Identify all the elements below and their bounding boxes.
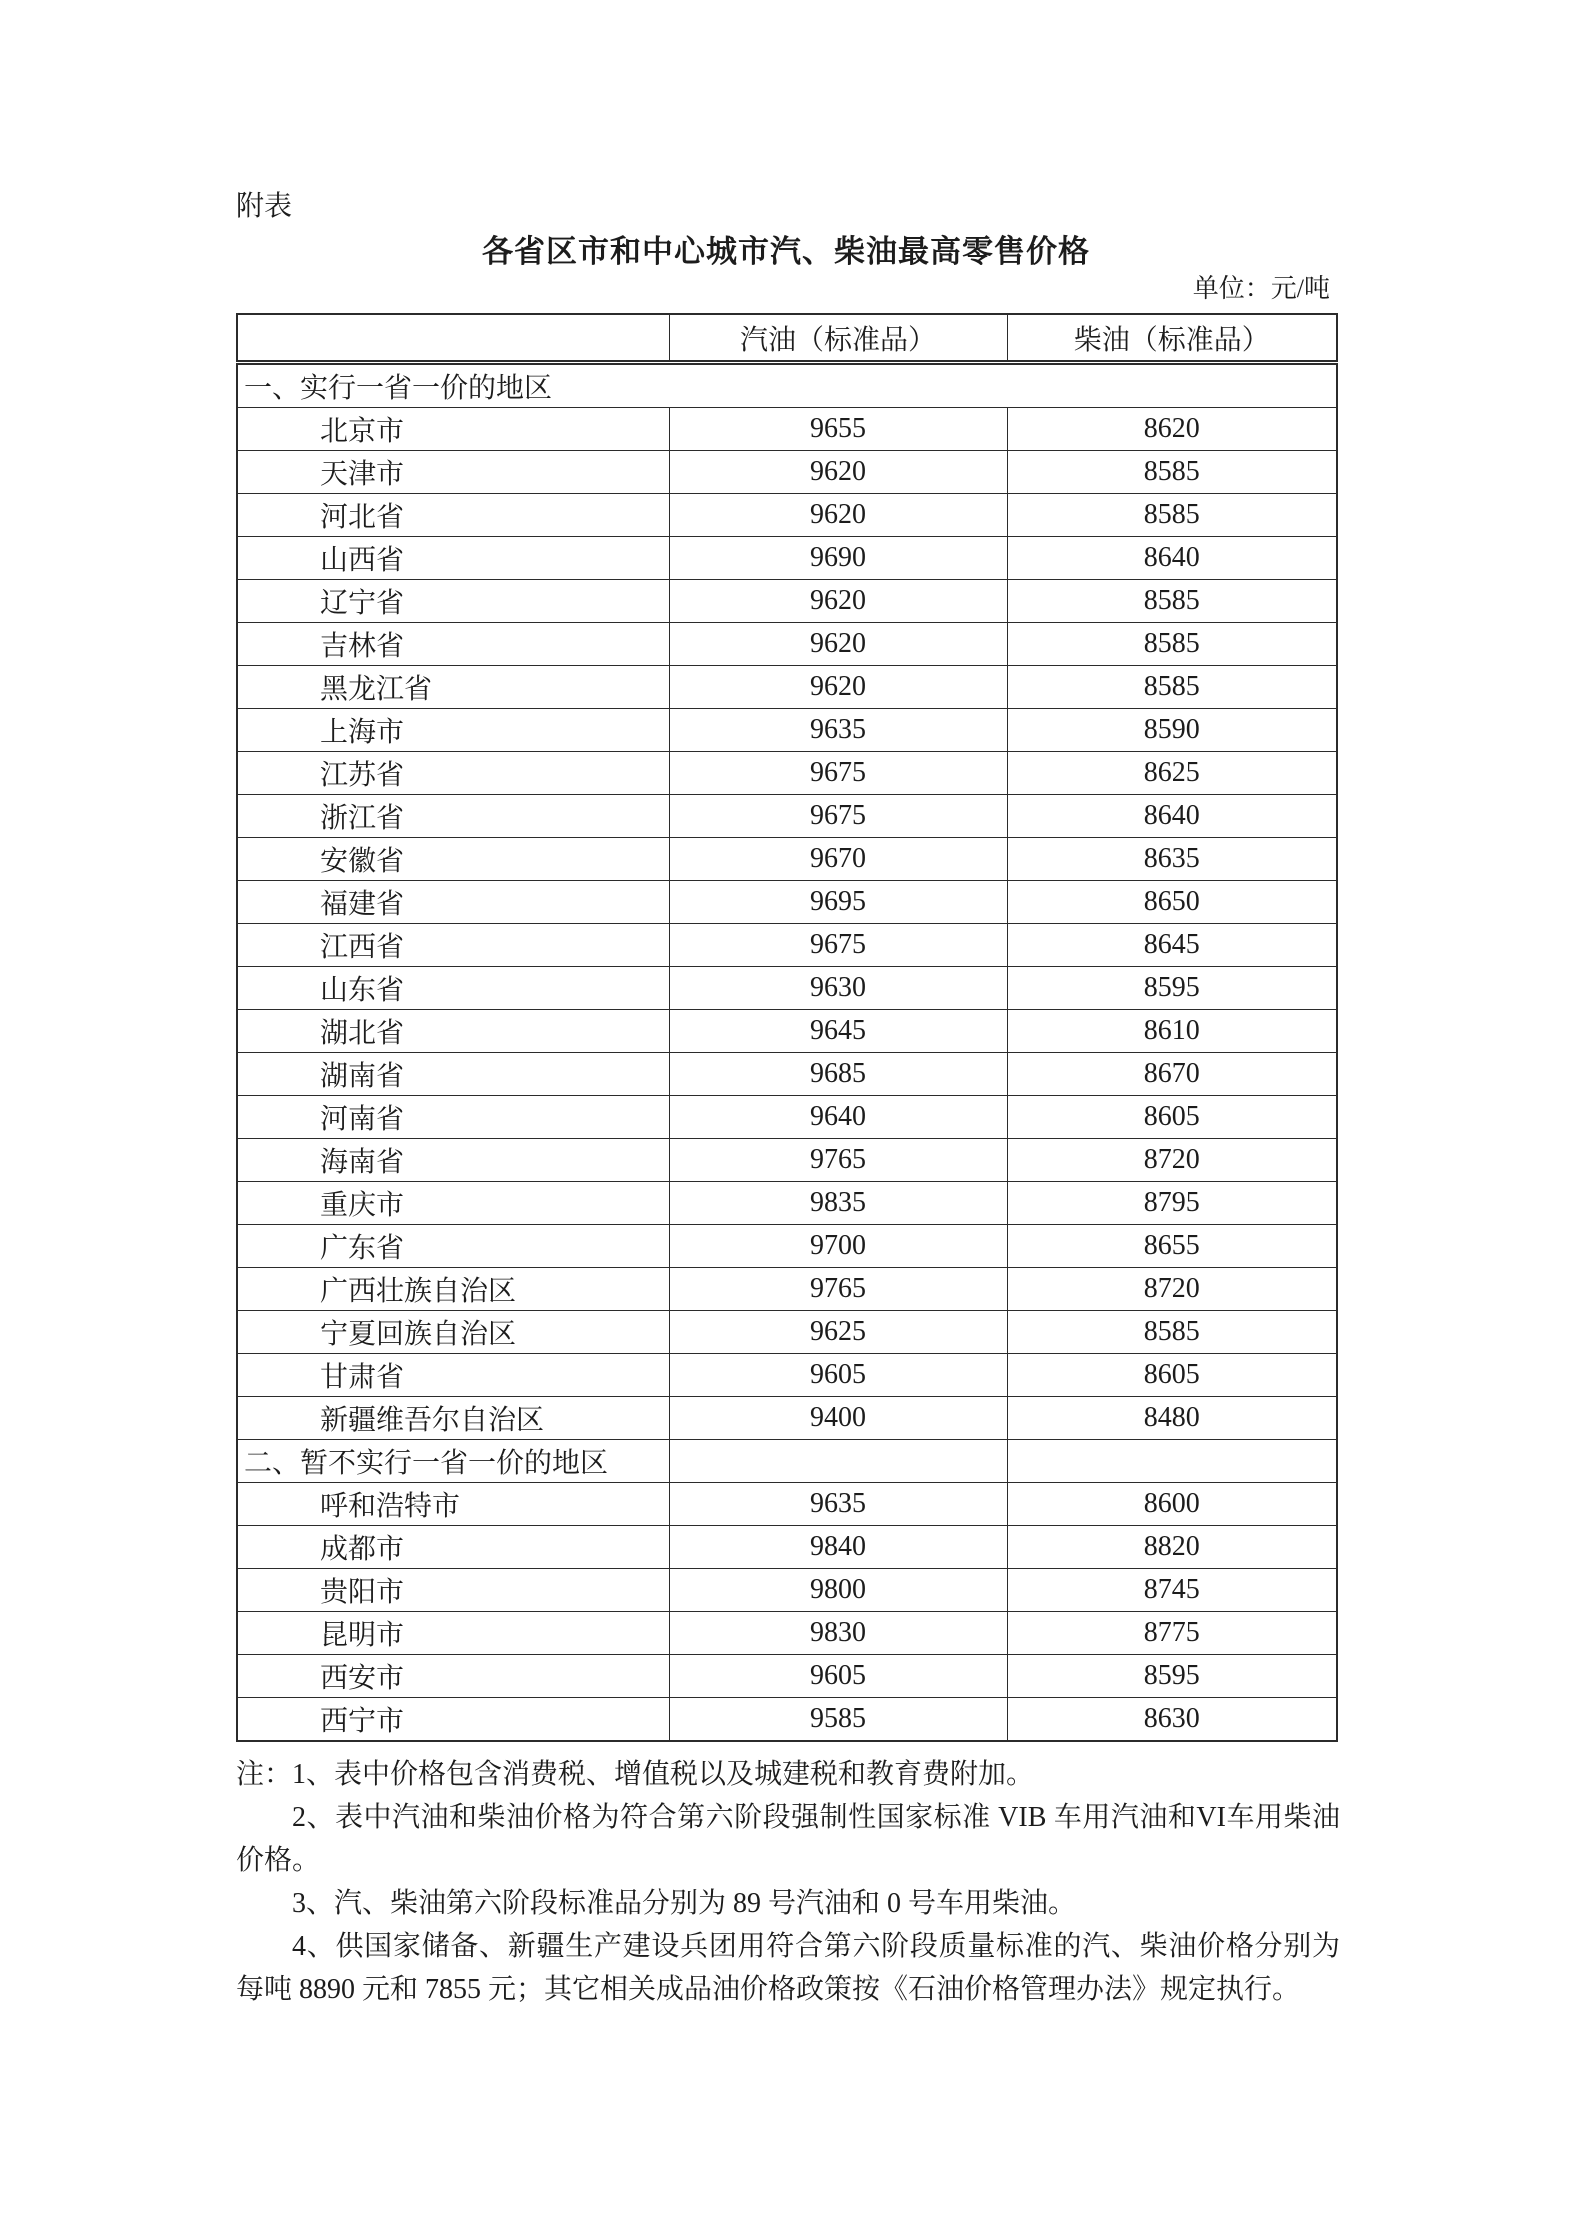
section-header-cell: 二、暂不实行一省一价的地区 — [237, 1440, 669, 1483]
table-row — [237, 1311, 1337, 1354]
gasoline-cell: 9835 — [669, 1182, 1007, 1225]
diesel-cell: 8585 — [1007, 580, 1337, 623]
gasoline-cell: 9585 — [669, 1698, 1007, 1742]
region-cell: 海南省 — [237, 1139, 669, 1182]
table-row — [237, 623, 1337, 666]
table-row — [237, 1397, 1337, 1440]
table-row — [237, 1268, 1337, 1311]
gasoline-cell: 9400 — [669, 1397, 1007, 1440]
note-item-2: 2、表中汽油和柴油价格为符合第六阶段强制性国家标准 VIB 车用汽油和VI车用柴油价格。 — [236, 1802, 1340, 1876]
region-cell: 河北省 — [237, 494, 669, 537]
diesel-cell: 8650 — [1007, 881, 1337, 924]
region-cell: 河南省 — [237, 1096, 669, 1139]
section-row — [237, 363, 1337, 408]
diesel-cell: 8605 — [1007, 1354, 1337, 1397]
gasoline-cell: 9605 — [669, 1655, 1007, 1698]
table-row — [237, 752, 1337, 795]
table-row — [237, 1010, 1337, 1053]
table-row — [237, 881, 1337, 924]
gasoline-cell: 9685 — [669, 1053, 1007, 1096]
col-header-diesel: 柴油（标准品） — [1007, 314, 1337, 363]
table-row — [237, 1225, 1337, 1268]
section-row — [237, 1440, 1337, 1483]
region-cell: 西宁市 — [237, 1698, 669, 1742]
region-cell: 重庆市 — [237, 1182, 669, 1225]
table-row — [237, 924, 1337, 967]
diesel-cell: 8640 — [1007, 795, 1337, 838]
gasoline-cell — [669, 1440, 1007, 1483]
gasoline-cell: 9695 — [669, 881, 1007, 924]
table-row — [237, 709, 1337, 752]
gasoline-cell: 9675 — [669, 924, 1007, 967]
diesel-cell: 8585 — [1007, 494, 1337, 537]
note-item-4: 4、供国家储备、新疆生产建设兵团用符合第六阶段质量标准的汽、柴油价格分别为每吨 8890 元和 7855 元；其它相关成品油价格政策按《石油价格管理办法》规定执行。 — [236, 1931, 1340, 2005]
table-row — [237, 1139, 1337, 1182]
gasoline-cell: 9620 — [669, 451, 1007, 494]
diesel-cell: 8820 — [1007, 1526, 1337, 1569]
diesel-cell: 8655 — [1007, 1225, 1337, 1268]
table-row — [237, 451, 1337, 494]
region-cell: 天津市 — [237, 451, 669, 494]
price-table — [236, 313, 1338, 1742]
table-row — [237, 1526, 1337, 1569]
gasoline-cell: 9655 — [669, 408, 1007, 451]
attachment-label: 附表 — [236, 191, 293, 222]
table-row — [237, 580, 1337, 623]
diesel-cell: 8795 — [1007, 1182, 1337, 1225]
region-cell: 安徽省 — [237, 838, 669, 881]
region-cell: 福建省 — [237, 881, 669, 924]
diesel-cell: 8645 — [1007, 924, 1337, 967]
gasoline-cell: 9675 — [669, 752, 1007, 795]
diesel-cell: 8635 — [1007, 838, 1337, 881]
table-row — [237, 1569, 1337, 1612]
diesel-cell: 8605 — [1007, 1096, 1337, 1139]
diesel-cell: 8585 — [1007, 451, 1337, 494]
region-cell: 吉林省 — [237, 623, 669, 666]
gasoline-cell: 9840 — [669, 1526, 1007, 1569]
unit-label: 单位：元/吨 — [1192, 274, 1330, 303]
diesel-cell: 8775 — [1007, 1612, 1337, 1655]
region-cell: 北京市 — [237, 408, 669, 451]
diesel-cell: 8590 — [1007, 709, 1337, 752]
table-row — [237, 1096, 1337, 1139]
table-row — [237, 1053, 1337, 1096]
note-item-3: 3、汽、柴油第六阶段标准品分别为 89 号汽油和 0 号车用柴油。 — [292, 1888, 1077, 1919]
region-cell: 新疆维吾尔自治区 — [237, 1397, 669, 1440]
gasoline-cell: 9620 — [669, 623, 1007, 666]
gasoline-cell: 9640 — [669, 1096, 1007, 1139]
table-header — [237, 314, 1337, 363]
table-row — [237, 408, 1337, 451]
col-header-gasoline: 汽油（标准品） — [669, 314, 1007, 363]
diesel-cell: 8585 — [1007, 1311, 1337, 1354]
diesel-cell: 8670 — [1007, 1053, 1337, 1096]
document-content — [236, 0, 1340, 2011]
region-cell: 上海市 — [237, 709, 669, 752]
table-row — [237, 967, 1337, 1010]
notes-block — [236, 1753, 1340, 2011]
region-cell: 浙江省 — [237, 795, 669, 838]
region-cell: 山西省 — [237, 537, 669, 580]
region-cell: 呼和浩特市 — [237, 1483, 669, 1526]
region-cell: 黑龙江省 — [237, 666, 669, 709]
table-row — [237, 1612, 1337, 1655]
gasoline-cell: 9630 — [669, 967, 1007, 1010]
table-row — [237, 1354, 1337, 1397]
gasoline-cell: 9635 — [669, 709, 1007, 752]
region-cell: 辽宁省 — [237, 580, 669, 623]
diesel-cell: 8585 — [1007, 666, 1337, 709]
region-cell: 湖北省 — [237, 1010, 669, 1053]
region-cell: 甘肃省 — [237, 1354, 669, 1397]
gasoline-cell: 9605 — [669, 1354, 1007, 1397]
section-header-cell: 一、实行一省一价的地区 — [237, 363, 1337, 408]
gasoline-cell: 9765 — [669, 1139, 1007, 1182]
gasoline-cell: 9620 — [669, 666, 1007, 709]
diesel-cell: 8745 — [1007, 1569, 1337, 1612]
gasoline-cell: 9800 — [669, 1569, 1007, 1612]
table-row — [237, 537, 1337, 580]
gasoline-cell: 9765 — [669, 1268, 1007, 1311]
gasoline-cell: 9620 — [669, 580, 1007, 623]
diesel-cell: 8610 — [1007, 1010, 1337, 1053]
diesel-cell: 8595 — [1007, 967, 1337, 1010]
region-cell: 宁夏回族自治区 — [237, 1311, 669, 1354]
diesel-cell: 8630 — [1007, 1698, 1337, 1742]
diesel-cell: 8600 — [1007, 1483, 1337, 1526]
table-row — [237, 1655, 1337, 1698]
diesel-cell: 8585 — [1007, 623, 1337, 666]
gasoline-cell: 9830 — [669, 1612, 1007, 1655]
table-row — [237, 1182, 1337, 1225]
diesel-cell: 8640 — [1007, 537, 1337, 580]
region-cell: 贵阳市 — [237, 1569, 669, 1612]
region-cell: 江西省 — [237, 924, 669, 967]
region-cell: 广西壮族自治区 — [237, 1268, 669, 1311]
table-row — [237, 494, 1337, 537]
header-row — [237, 314, 1337, 363]
table-row — [237, 1698, 1337, 1742]
page-title: 各省区市和中心城市汽、柴油最高零售价格 — [482, 234, 1090, 269]
gasoline-cell: 9675 — [669, 795, 1007, 838]
gasoline-cell: 9670 — [669, 838, 1007, 881]
table-row — [237, 666, 1337, 709]
table-body — [237, 363, 1337, 1742]
col-header-region — [237, 314, 669, 363]
diesel-cell: 8620 — [1007, 408, 1337, 451]
region-cell: 广东省 — [237, 1225, 669, 1268]
region-cell: 成都市 — [237, 1526, 669, 1569]
diesel-cell: 8720 — [1007, 1268, 1337, 1311]
table-row — [237, 795, 1337, 838]
gasoline-cell: 9620 — [669, 494, 1007, 537]
gasoline-cell: 9690 — [669, 537, 1007, 580]
gasoline-cell: 9625 — [669, 1311, 1007, 1354]
diesel-cell — [1007, 1440, 1337, 1483]
diesel-cell: 8625 — [1007, 752, 1337, 795]
table-row — [237, 838, 1337, 881]
diesel-cell: 8595 — [1007, 1655, 1337, 1698]
diesel-cell: 8720 — [1007, 1139, 1337, 1182]
region-cell: 昆明市 — [237, 1612, 669, 1655]
region-cell: 江苏省 — [237, 752, 669, 795]
diesel-cell: 8480 — [1007, 1397, 1337, 1440]
region-cell: 西安市 — [237, 1655, 669, 1698]
note-item-1: 注：1、表中价格包含消费税、增值税以及城建税和教育费附加。 — [236, 1759, 1035, 1790]
gasoline-cell: 9645 — [669, 1010, 1007, 1053]
region-cell: 湖南省 — [237, 1053, 669, 1096]
table-row — [237, 1483, 1337, 1526]
gasoline-cell: 9700 — [669, 1225, 1007, 1268]
gasoline-cell: 9635 — [669, 1483, 1007, 1526]
region-cell: 山东省 — [237, 967, 669, 1010]
